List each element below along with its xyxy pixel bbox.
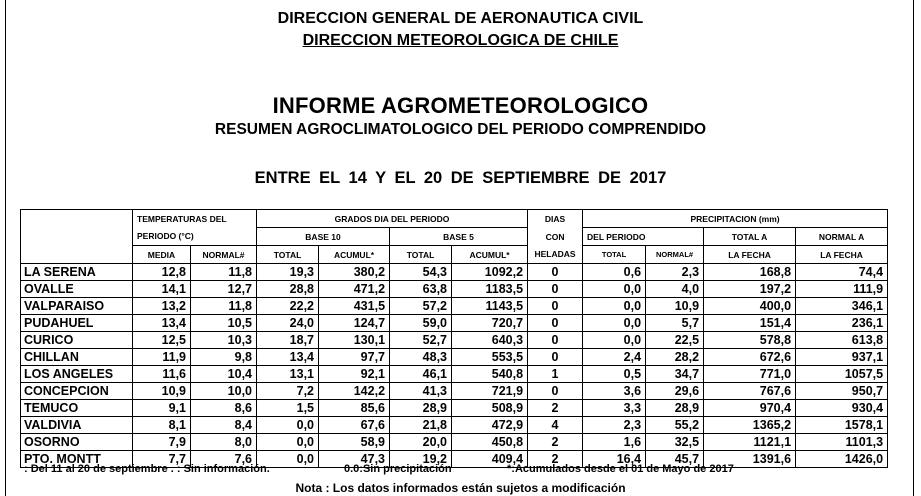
table-header bbox=[21, 210, 888, 264]
station-name: VALDIVIA bbox=[21, 417, 133, 434]
table-cell: 0,0 bbox=[257, 434, 319, 451]
table-cell: 1101,3 bbox=[796, 434, 888, 451]
table-cell: 74,4 bbox=[796, 264, 888, 281]
table-cell: 92,1 bbox=[319, 366, 390, 383]
table-row bbox=[21, 281, 888, 298]
table-cell: 540,8 bbox=[452, 366, 528, 383]
table-row bbox=[21, 417, 888, 434]
table-cell: 12,5 bbox=[133, 332, 191, 349]
table-cell: 380,2 bbox=[319, 264, 390, 281]
table-cell: 553,5 bbox=[452, 349, 528, 366]
table-cell: 1057,5 bbox=[796, 366, 888, 383]
table-cell: 52,7 bbox=[390, 332, 452, 349]
table-cell: 0,0 bbox=[583, 315, 646, 332]
table-cell: 13,2 bbox=[133, 298, 191, 315]
table-cell: 34,7 bbox=[646, 366, 704, 383]
table-cell: 10,4 bbox=[191, 366, 257, 383]
table-cell: 7,9 bbox=[133, 434, 191, 451]
footer-disclaimer: Nota : Los datos informados están sujetos a modificación bbox=[295, 481, 626, 495]
table-cell: 0 bbox=[528, 332, 583, 349]
table-cell: 613,8 bbox=[796, 332, 888, 349]
table-cell: 767,6 bbox=[704, 383, 796, 400]
table-cell: 24,0 bbox=[257, 315, 319, 332]
table-cell: 0 bbox=[528, 315, 583, 332]
table-cell: 8,1 bbox=[133, 417, 191, 434]
table-cell: 7,2 bbox=[257, 383, 319, 400]
table-cell: 5,7 bbox=[646, 315, 704, 332]
table-cell: 1121,1 bbox=[704, 434, 796, 451]
table-cell: 22,2 bbox=[257, 298, 319, 315]
header-del-periodo: DEL PERIODO bbox=[583, 228, 704, 246]
table-cell: 11,8 bbox=[191, 264, 257, 281]
table-cell: 4,0 bbox=[646, 281, 704, 298]
station-name: CHILLAN bbox=[21, 349, 133, 366]
table-cell: 54,3 bbox=[390, 264, 452, 281]
table-cell: 142,2 bbox=[319, 383, 390, 400]
table-row bbox=[21, 366, 888, 383]
table-cell: 168,8 bbox=[704, 264, 796, 281]
station-name: CURICO bbox=[21, 332, 133, 349]
report-period: ENTRE EL 14 Y EL 20 DE SEPTIEMBRE DE 2017 bbox=[254, 169, 667, 187]
station-name: OVALLE bbox=[21, 281, 133, 298]
header-normal-pp: NORMAL# bbox=[646, 246, 704, 264]
table-cell: 1,6 bbox=[583, 434, 646, 451]
table-cell: 111,9 bbox=[796, 281, 888, 298]
table-cell: 12,8 bbox=[133, 264, 191, 281]
table-cell: 13,4 bbox=[257, 349, 319, 366]
table-cell: 508,9 bbox=[452, 400, 528, 417]
table-cell: 1092,2 bbox=[452, 264, 528, 281]
station-name: PTO. MONTT bbox=[21, 451, 133, 468]
table-cell: 2,4 bbox=[583, 349, 646, 366]
table-row bbox=[21, 434, 888, 451]
header-frost-days-2: CON bbox=[528, 228, 583, 246]
table-cell: 3,3 bbox=[583, 400, 646, 417]
table-cell: 0,0 bbox=[583, 332, 646, 349]
table-cell: 450,8 bbox=[452, 434, 528, 451]
table-cell: 2,3 bbox=[646, 264, 704, 281]
table-cell: 11,9 bbox=[133, 349, 191, 366]
table-cell: 97,7 bbox=[319, 349, 390, 366]
table-cell: 950,7 bbox=[796, 383, 888, 400]
footer-note-period: : Del 11 al 20 de septiembre . : Sin información. bbox=[24, 463, 270, 475]
table-cell: 0,0 bbox=[257, 417, 319, 434]
header-frost-days-1: DIAS bbox=[528, 210, 583, 228]
table-cell: 0 bbox=[528, 349, 583, 366]
table-cell: 8,6 bbox=[191, 400, 257, 417]
table-cell: 7,6 bbox=[191, 451, 257, 468]
header-frost-days-3: HELADAS bbox=[528, 246, 583, 264]
table-cell: 0 bbox=[528, 264, 583, 281]
table-cell: 0,5 bbox=[583, 366, 646, 383]
table-row bbox=[21, 400, 888, 417]
table-row bbox=[21, 315, 888, 332]
header-temp-period: PERIODO (°C) bbox=[133, 228, 257, 246]
table-cell: 11,8 bbox=[191, 298, 257, 315]
table-cell: 0 bbox=[528, 281, 583, 298]
report-subtitle: RESUMEN AGROCLIMATOLOGICO DEL PERIODO COMPRENDIDO bbox=[214, 121, 707, 138]
table-cell: 2 bbox=[528, 451, 583, 468]
table-cell: 10,9 bbox=[646, 298, 704, 315]
table-cell: 45,7 bbox=[646, 451, 704, 468]
table-cell: 346,1 bbox=[796, 298, 888, 315]
table-cell: 47,3 bbox=[319, 451, 390, 468]
station-name: TEMUCO bbox=[21, 400, 133, 417]
table-cell: 28,2 bbox=[646, 349, 704, 366]
table-cell: 1391,6 bbox=[704, 451, 796, 468]
table-cell: 937,1 bbox=[796, 349, 888, 366]
table-cell: 197,2 bbox=[704, 281, 796, 298]
header-precipitation: PRECIPITACION (mm) bbox=[583, 210, 888, 228]
table-cell: 14,1 bbox=[133, 281, 191, 298]
table-cell: 20,0 bbox=[390, 434, 452, 451]
table-cell: 0,6 bbox=[583, 264, 646, 281]
table-cell: 1183,5 bbox=[452, 281, 528, 298]
table-cell: 21,8 bbox=[390, 417, 452, 434]
table-row bbox=[21, 349, 888, 366]
header-total-b10: TOTAL bbox=[257, 246, 319, 264]
table-cell: 8,0 bbox=[191, 434, 257, 451]
table-cell: 16,4 bbox=[583, 451, 646, 468]
header-normal: NORMAL# bbox=[191, 246, 257, 264]
department-name: DIRECCION METEOROLOGICA DE CHILE bbox=[302, 32, 619, 49]
table-cell: 28,9 bbox=[390, 400, 452, 417]
header-media: MEDIA bbox=[133, 246, 191, 264]
table-cell: 472,9 bbox=[452, 417, 528, 434]
table-cell: 771,0 bbox=[704, 366, 796, 383]
table-cell: 400,0 bbox=[704, 298, 796, 315]
table-cell: 1143,5 bbox=[452, 298, 528, 315]
station-name: LA SERENA bbox=[21, 264, 133, 281]
table-cell: 28,8 bbox=[257, 281, 319, 298]
header-degree-days: GRADOS DIA DEL PERIODO bbox=[257, 210, 528, 228]
table-row bbox=[21, 383, 888, 400]
table-cell: 1 bbox=[528, 366, 583, 383]
header-base10: BASE 10 bbox=[257, 228, 390, 246]
table-row bbox=[21, 332, 888, 349]
table-cell: 720,7 bbox=[452, 315, 528, 332]
table-cell: 151,4 bbox=[704, 315, 796, 332]
table-cell: 11,6 bbox=[133, 366, 191, 383]
table-cell: 1365,2 bbox=[704, 417, 796, 434]
table-cell: 0,0 bbox=[257, 451, 319, 468]
table-cell: 22,5 bbox=[646, 332, 704, 349]
table-body bbox=[21, 264, 888, 468]
header-temp-group: TEMPERATURAS DEL bbox=[133, 210, 257, 228]
table-cell: 2,3 bbox=[583, 417, 646, 434]
station-name: VALPARAISO bbox=[21, 298, 133, 315]
table-cell: 9,8 bbox=[191, 349, 257, 366]
table-cell: 48,3 bbox=[390, 349, 452, 366]
table-cell: 46,1 bbox=[390, 366, 452, 383]
table-cell: 13,1 bbox=[257, 366, 319, 383]
table-cell: 2 bbox=[528, 434, 583, 451]
table-cell: 10,9 bbox=[133, 383, 191, 400]
header-total-b5: TOTAL bbox=[390, 246, 452, 264]
table-cell: 41,3 bbox=[390, 383, 452, 400]
table-cell: 124,7 bbox=[319, 315, 390, 332]
table-cell: 12,7 bbox=[191, 281, 257, 298]
table-cell: 7,7 bbox=[133, 451, 191, 468]
header-acumul-b5: ACUMUL* bbox=[452, 246, 528, 264]
table-cell: 3,6 bbox=[583, 383, 646, 400]
station-name: OSORNO bbox=[21, 434, 133, 451]
table-cell: 85,6 bbox=[319, 400, 390, 417]
agroclimatic-table bbox=[20, 209, 888, 468]
table-cell: 431,5 bbox=[319, 298, 390, 315]
header-la-fecha-2: LA FECHA bbox=[796, 246, 888, 264]
agency-name: DIRECCION GENERAL DE AERONAUTICA CIVIL bbox=[277, 10, 644, 27]
table-cell: 1,5 bbox=[257, 400, 319, 417]
table-cell: 236,1 bbox=[796, 315, 888, 332]
table-cell: 0 bbox=[528, 298, 583, 315]
table-cell: 55,2 bbox=[646, 417, 704, 434]
table-cell: 57,2 bbox=[390, 298, 452, 315]
table-cell: 29,6 bbox=[646, 383, 704, 400]
table-cell: 19,3 bbox=[257, 264, 319, 281]
table-cell: 2 bbox=[528, 400, 583, 417]
report-title: INFORME AGROMETEOROLOGICO bbox=[272, 93, 649, 118]
table-cell: 640,3 bbox=[452, 332, 528, 349]
table-row bbox=[21, 264, 888, 281]
header-la-fecha-1: LA FECHA bbox=[704, 246, 796, 264]
table-cell: 10,3 bbox=[191, 332, 257, 349]
station-name: PUDAHUEL bbox=[21, 315, 133, 332]
table-cell: 672,6 bbox=[704, 349, 796, 366]
table-cell: 1578,1 bbox=[796, 417, 888, 434]
header-acumul-b10: ACUMUL* bbox=[319, 246, 390, 264]
table-cell: 18,7 bbox=[257, 332, 319, 349]
table-cell: 67,6 bbox=[319, 417, 390, 434]
header-total-pp: TOTAL bbox=[583, 246, 646, 264]
table-cell: 32,5 bbox=[646, 434, 704, 451]
table-cell: 58,9 bbox=[319, 434, 390, 451]
table-row bbox=[21, 298, 888, 315]
table-cell: 0,0 bbox=[583, 281, 646, 298]
table-cell: 10,5 bbox=[191, 315, 257, 332]
table-cell: 0 bbox=[528, 383, 583, 400]
table-cell: 409,4 bbox=[452, 451, 528, 468]
table-cell: 10,0 bbox=[191, 383, 257, 400]
table-cell: 130,1 bbox=[319, 332, 390, 349]
table-cell: 471,2 bbox=[319, 281, 390, 298]
table-cell: 0,0 bbox=[583, 298, 646, 315]
table-cell: 13,4 bbox=[133, 315, 191, 332]
table-cell: 8,4 bbox=[191, 417, 257, 434]
table-cell: 930,4 bbox=[796, 400, 888, 417]
footer-note-no-precip: 0.0:Sin precipitación bbox=[344, 463, 452, 475]
table-cell: 970,4 bbox=[704, 400, 796, 417]
table-cell: 721,9 bbox=[452, 383, 528, 400]
table-cell: 4 bbox=[528, 417, 583, 434]
table-cell: 28,9 bbox=[646, 400, 704, 417]
header-normal-a: NORMAL A bbox=[796, 228, 888, 246]
station-name: CONCEPCION bbox=[21, 383, 133, 400]
table-cell: 9,1 bbox=[133, 400, 191, 417]
table-cell: 1426,0 bbox=[796, 451, 888, 468]
footer-note-accumulated: *:Acumulados desde el 01 de Mayo de 2017 bbox=[507, 463, 734, 475]
table-cell: 63,8 bbox=[390, 281, 452, 298]
table-cell: 19,2 bbox=[390, 451, 452, 468]
table-cell: 59,0 bbox=[390, 315, 452, 332]
station-name: LOS ANGELES bbox=[21, 366, 133, 383]
header-base5: BASE 5 bbox=[390, 228, 528, 246]
header-total-a: TOTAL A bbox=[704, 228, 796, 246]
table-cell: 578,8 bbox=[704, 332, 796, 349]
